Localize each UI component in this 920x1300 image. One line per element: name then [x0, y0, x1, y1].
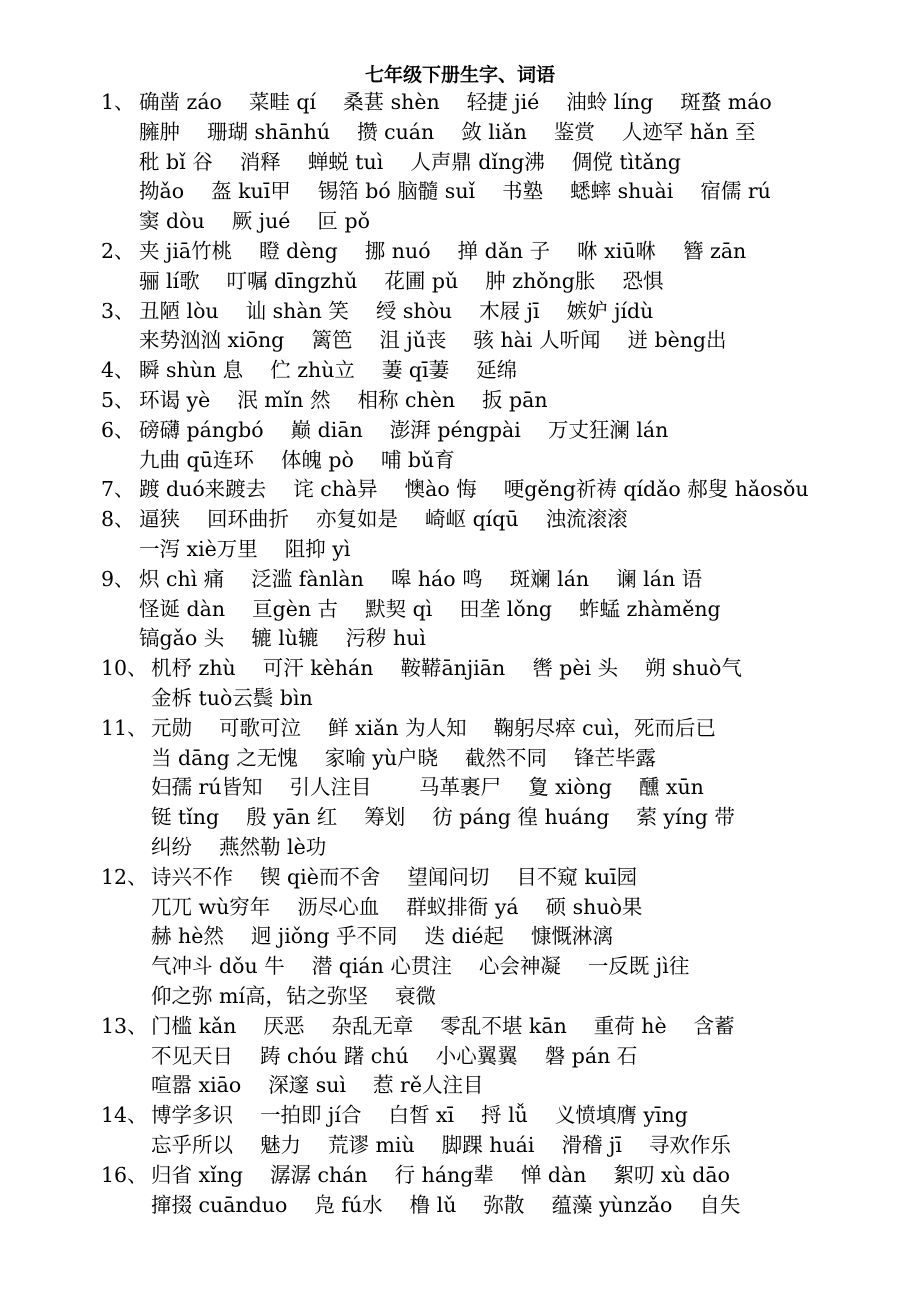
page-title: 七年级下册生字、词语 — [364, 64, 555, 86]
item-number: 5、 — [101, 388, 135, 412]
vocab-line: 当 dāng 之无愧 家喻 yù户晓 截然不同 锋芒毕露 — [151, 745, 657, 770]
vocab-line: 臃肿 珊瑚 shānhú 攒 cuán 敛 liǎn 鉴赏 人迹罕 hǎn 至 — [139, 119, 756, 144]
vocab-line: 夹 jiā竹桃 瞪 dèng 挪 nuó 掸 dǎn 子 咻 xiū咻 簪 zān — [139, 239, 747, 263]
vocab-line: 喧嚣 xiāo 深邃 suì 惹 rě人注目 — [151, 1073, 484, 1098]
vocab-line: 环谒 yè 泯 mǐn 然 相称 chèn 扳 pān — [139, 388, 548, 412]
vocab-line: 铤 tǐng 殷 yān 红 筹划 彷 páng 徨 huáng 萦 yíng 带 — [151, 805, 735, 830]
vocab-line: 磅礴 pángbó 巅 diān 澎湃 péngpài 万丈狂澜 lán — [139, 417, 669, 442]
vocab-line: 撺掇 cuānduo 凫 fú水 橹 lǔ 弥散 蕴藻 yùnzǎo 自失 — [151, 1192, 741, 1217]
vocab-line: 气冲斗 dǒu 牛 潜 qián 心贯注 心会神凝 一反既 jì往 — [151, 954, 690, 979]
vocab-line: 妇孺 rú皆知 引人注目 马革裹尸 夐 xiòng 醺 xūn — [151, 775, 704, 800]
vocab-line: 一泻 xiè万里 阻抑 yì — [139, 537, 351, 561]
vocab-line: 金柝 tuò云鬓 bìn — [151, 686, 313, 710]
item-number: 14、 — [101, 1103, 148, 1128]
vocab-line: 踱 duó来踱去 诧 chà异 懊ào 悔 哽gěng祈祷 qídǎo 郝叟 hǎosǒu — [139, 477, 809, 502]
item-number: 7、 — [101, 477, 135, 502]
item-number: 4、 — [101, 358, 135, 383]
vocab-line: 不见天日 踌 chóu 躇 chú 小心翼翼 磐 pán 石 — [151, 1043, 638, 1068]
vocab-line: 确凿 záo 菜畦 qí 桑葚 shèn 轻捷 jié 油蛉 líng 斑蝥 máo — [139, 90, 772, 114]
vocab-line: 瞬 shùn 息 伫 zhù立 萋 qī萋 延绵 — [139, 358, 518, 383]
item-number: 8、 — [101, 507, 135, 532]
vocab-line: 怪诞 dàn 亘gèn 古 默契 qì 田垄 lǒng 蚱蜢 zhàměng — [139, 596, 721, 621]
vocab-line: 门槛 kǎn 厌恶 杂乱无章 零乱不堪 kān 重荷 hè 含蓄 — [151, 1013, 735, 1038]
vocab-line: 忘乎所以 魅力 荒谬 miù 脚踝 huái 滑稽 jī 寻欢作乐 — [151, 1133, 731, 1157]
vocab-line: 来势汹汹 xiōng 篱笆 沮 jǔ丧 骇 hài 人听闻 迸 bèng出 — [139, 328, 727, 353]
vocab-line: 归省 xǐng 潺潺 chán 行 háng辈 惮 dàn 絮叨 xù dāo — [151, 1162, 730, 1187]
vocab-line: 兀兀 wù穷年 沥尽心血 群蚁排衙 yá 硕 shuò果 — [151, 894, 643, 919]
vocab-line: 赫 hè然 迥 jiǒng 乎不同 迭 dié起 慷慨淋漓 — [151, 924, 613, 949]
vocab-line: 纠纷 燕然勒 lè功 — [151, 835, 327, 859]
vocab-line: 窦 dòu 厥 jué 叵 pǒ — [139, 209, 370, 234]
item-number: 1、 — [101, 90, 135, 114]
item-number: 12、 — [101, 864, 148, 889]
vocab-line: 九曲 qū连环 体魄 pò 哺 bǔ育 — [139, 447, 455, 472]
vocab-line: 机杼 zhù 可汗 kèhán 鞍鞯ānjiān 辔 pèi 头 朔 shuò气 — [151, 656, 742, 681]
item-number: 3、 — [101, 298, 135, 323]
item-number: 16、 — [101, 1162, 148, 1187]
vocab-line: 逼狭 回环曲折 亦复如是 崎岖 qíqū 浊流滚滚 — [139, 507, 628, 532]
vocab-line: 镐gǎo 头 辘 lù辘 污秽 huì — [139, 626, 426, 651]
vocab-line: 元勋 可歌可泣 鲜 xiǎn 为人知 鞠躬尽瘁 cuì，死而后已 — [151, 715, 716, 740]
vocab-line: 仰之弥 mí高，钻之弥坚 衰微 — [151, 984, 437, 1008]
item-number: 9、 — [101, 566, 135, 591]
vocab-line: 炽 chì 痛 泛滥 fànlàn 嗥 háo 鸣 斑斓 lán 谰 lán 语 — [139, 566, 703, 591]
vocab-line: 诗兴不作 锲 qiè而不舍 望闻问切 目不窥 kuī园 — [151, 864, 638, 889]
vocab-line: 丑陋 lòu 讪 shàn 笑 绶 shòu 木屐 jī 嫉妒 jídù — [139, 298, 654, 323]
vocab-line: 拗ǎo 盔 kuī甲 锡箔 bó 脑髓 suǐ 书塾 蟋蟀 shuài 宿儒 rú — [139, 179, 771, 204]
item-number: 13、 — [101, 1013, 148, 1038]
vocab-line: 骊 lí歌 叮嘱 dīngzhǔ 花圃 pǔ 肿 zhǒng胀 恐惧 — [139, 268, 664, 293]
item-number: 2、 — [101, 239, 135, 263]
vocab-line: 秕 bǐ 谷 消释 蝉蜕 tuì 人声鼎 dǐng沸 倜傥 tìtǎng — [139, 149, 681, 174]
item-number: 11、 — [101, 715, 148, 740]
item-number: 6、 — [101, 417, 135, 442]
item-number: 10、 — [101, 656, 148, 681]
vocab-line: 博学多识 一拍即 jí合 白皙 xī 捋 lǚ 义愤填膺 yīng — [151, 1103, 688, 1128]
